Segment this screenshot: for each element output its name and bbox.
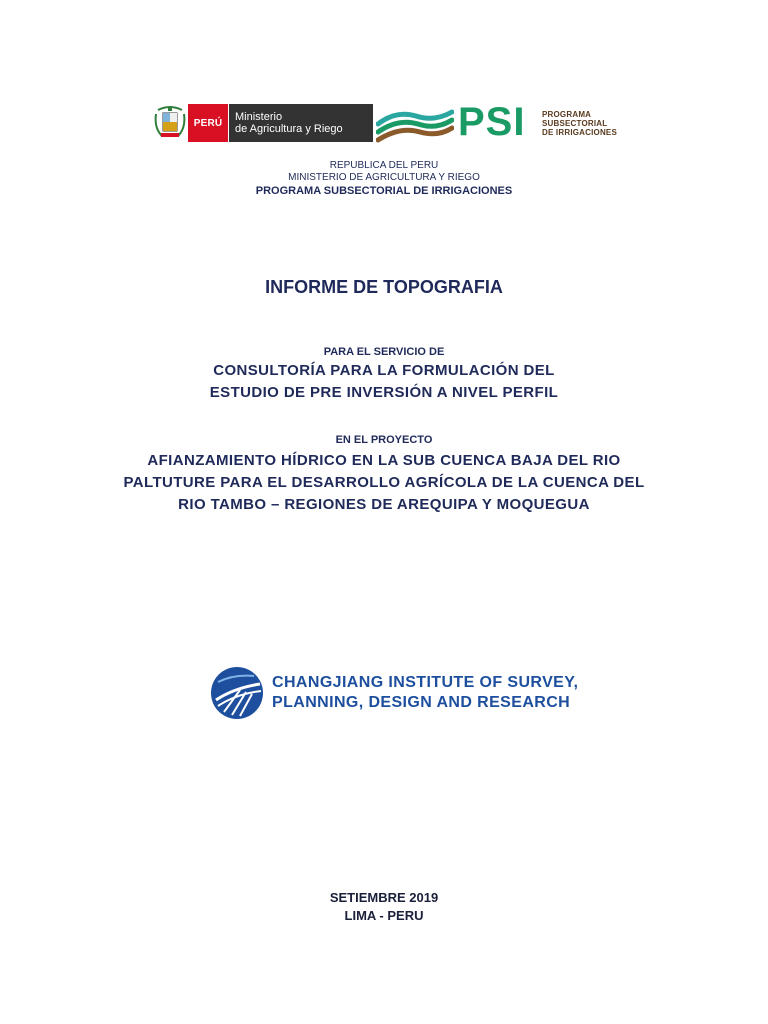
project-intro: EN EL PROYECTO bbox=[335, 434, 433, 446]
ministry-name-box bbox=[229, 104, 373, 142]
ministry-line2: de Agricultura y Riego bbox=[235, 123, 343, 135]
psi-waves-icon bbox=[376, 104, 454, 144]
ministry-line1: Ministerio bbox=[235, 111, 283, 123]
peru-coat-of-arms-icon bbox=[152, 104, 188, 142]
psi-logo bbox=[376, 98, 636, 148]
ministry-logo bbox=[152, 104, 373, 142]
institution-line3: PROGRAMA SUBSECTORIAL DE IRRIGACIONES bbox=[255, 185, 513, 197]
psi-tag-line2: SUBSECTORIAL bbox=[542, 119, 608, 128]
consultant-line2: PLANNING, DESIGN AND RESEARCH bbox=[272, 694, 571, 711]
project-line2: PALTUTURE PARA EL DESARROLLO AGRÍCOLA DE LA CUENCA DEL bbox=[123, 474, 645, 491]
project-line1: AFIANZAMIENTO HÍDRICO EN LA SUB CUENCA BAJA DEL RIO bbox=[147, 452, 621, 469]
service-line1: CONSULTORÍA PARA LA FORMULACIÓN DEL bbox=[213, 362, 555, 379]
service-line2: ESTUDIO DE PRE INVERSIÓN A NIVEL PERFIL bbox=[209, 384, 559, 401]
institution-line2: MINISTERIO DE AGRICULTURA Y RIEGO bbox=[288, 172, 480, 183]
psi-letters: PSI bbox=[458, 100, 526, 144]
changjiang-emblem-icon bbox=[210, 666, 264, 720]
service-intro: PARA EL SERVICIO DE bbox=[323, 346, 445, 358]
consultant-line1: CHANGJIANG INSTITUTE OF SURVEY, bbox=[272, 674, 579, 691]
psi-tag-line3: DE IRRIGACIONES bbox=[542, 128, 618, 137]
changjiang-logo bbox=[210, 666, 590, 722]
report-date: SETIEMBRE 2019 bbox=[329, 890, 439, 905]
project-line3: RIO TAMBO – REGIONES DE AREQUIPA Y MOQUEGUA bbox=[178, 496, 590, 513]
report-place: LIMA - PERU bbox=[344, 908, 424, 923]
report-title: INFORME DE TOPOGRAFIA bbox=[265, 277, 503, 297]
psi-tag-line1: PROGRAMA bbox=[542, 110, 592, 119]
psi-tagline bbox=[542, 110, 617, 137]
institution-line1: REPUBLICA DEL PERU bbox=[329, 160, 439, 171]
peru-label: PERÚ bbox=[188, 104, 228, 142]
